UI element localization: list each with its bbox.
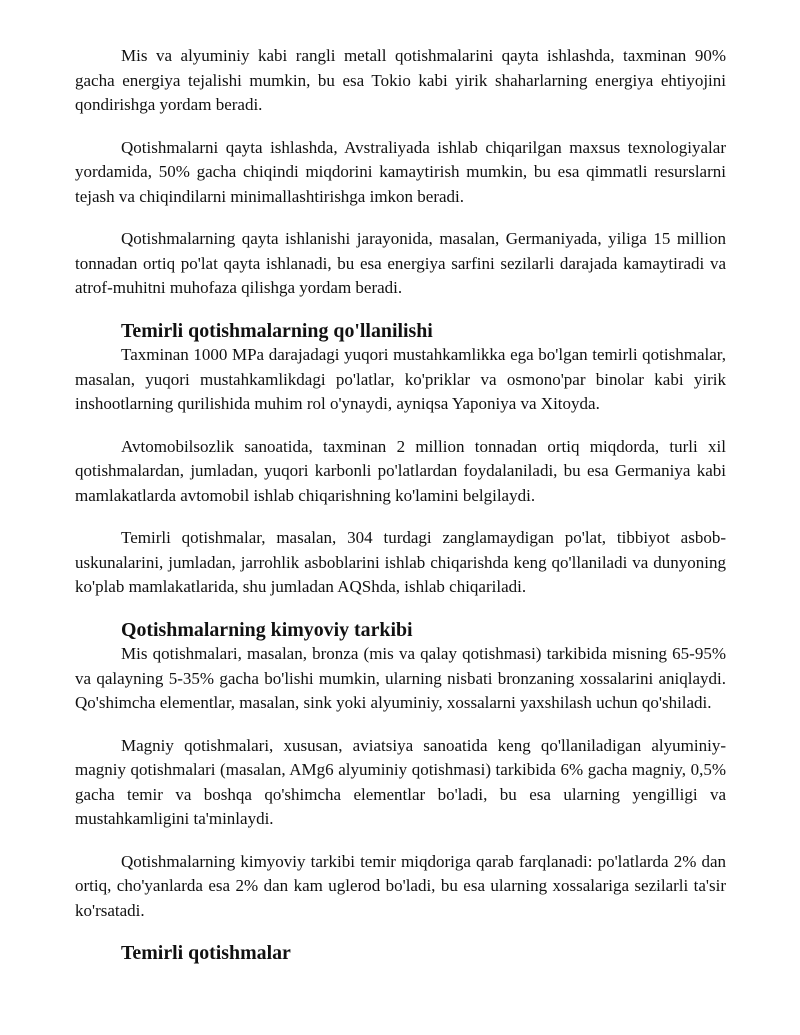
paragraph-stainless-medical: Temirli qotishmalar, masalan, 304 turdagi zanglamaydigan po'lat, tibbiyot asbob-uskunalarini, jumladan, jarrohlik asboblarini ishlab chiqarishda keng qo'llaniladi va dunyoning ko'plab mamlakatlarida, shu jumladan AQShda, ishlab chiqariladi. xyxy=(75,528,726,596)
paragraph-automotive: Avtomobilsozlik sanoatida, taxminan 2 million tonnadan ortiq miqdorda, turli xil qotishmalardan, jumladan, yuqori karbonli po'latlardan foydalaniladi, bu esa Germaniya kabi mamlakatlarda avtomobil ishlab chiqarishning ko'lamini belgilaydi. xyxy=(75,436,726,505)
paragraph-high-strength-steel: Taxminan 1000 MPa darajadagi yuqori mustahkamlikka ega bo'lgan temirli qotishmalar, masalan, yuqori mustahkamlikdagi po'latlar, ko'priklar va osmono'par binolar kabi yirik inshootlarning qurilishida muhim rol o'ynaydi, ayniqsa Yaponiya va Xitoyda. xyxy=(75,345,726,413)
paragraph-recycling-energy: Mis va alyuminiy kabi rangli metall qotishmalarini qayta ishlashda, taxminan 90% gacha energiya tejalishi mumkin, bu esa Tokio kabi yirik shaharlarning energiya ehtiyojini qondirishga yordam beradi. xyxy=(75,46,726,114)
section-heading-ferrous-applications: Temirli qotishmalarning qo'llanilishi xyxy=(121,319,433,342)
paragraph-magnesium: Magniy qotishmalari, xususan, aviatsiya sanoatida keng qo'llaniladigan alyuminiy-magniy qotishmalari (masalan, AMg6 alyuminiy qotishmasi) tarkibida 6% gacha magniy, 0,5% gacha temir va boshqa qo'shimcha elementlar bo'ladi, bu esa ularning yengilligi va mustahkamligini ta'minlaydi. xyxy=(75,735,726,828)
paragraph-recycling-waste: Qotishmalarni qayta ishlashda, Avstraliyada ishlab chiqarilgan maxsus texnologiyalar yordamida, 50% gacha chiqindi miqdorini kamaytirish mumkin, bu esa qimmatli resurslarni tejash va chiqindilarni minimallashtirishga imkon beradi. xyxy=(75,137,726,206)
paragraph-bronze: Mis qotishmalari, masalan, bronza (mis va qalay qotishmasi) tarkibida misning 65-95% va qalayning 5-35% gacha bo'lishi mumkin, ularning nisbati bronzaning xossalarini aniqlaydi. Qo'shimcha elementlar, masalan, sink yoki alyuminiy, xossalarni yaxshilash uchun qo'shiladi. xyxy=(75,644,726,712)
section-heading-ferrous-alloys: Temirli qotishmalar xyxy=(121,942,291,964)
document-page xyxy=(75,44,726,966)
paragraph-carbon-content: Qotishmalarning kimyoviy tarkibi temir miqdoriga qarab farqlanadi: po'latlarda 2% dan ortiq, cho'yanlarda esa 2% dan kam uglerod bo'ladi, bu esa ularning xossalariga sezilarli ta'sir ko'rsatadi. xyxy=(75,851,726,920)
section-heading-chemical-composition: Qotishmalarning kimyoviy tarkibi xyxy=(121,618,413,641)
paragraph-recycling-germany: Qotishmalarning qayta ishlanishi jarayonida, masalan, Germaniyada, yiliga 15 million tonnadan ortiq po'lat qayta ishlanadi, bu esa energiya sarfini sezilarli darajada kamaytiradi va atrof-muhitni muhofaza qilishga yordam beradi. xyxy=(75,229,726,297)
